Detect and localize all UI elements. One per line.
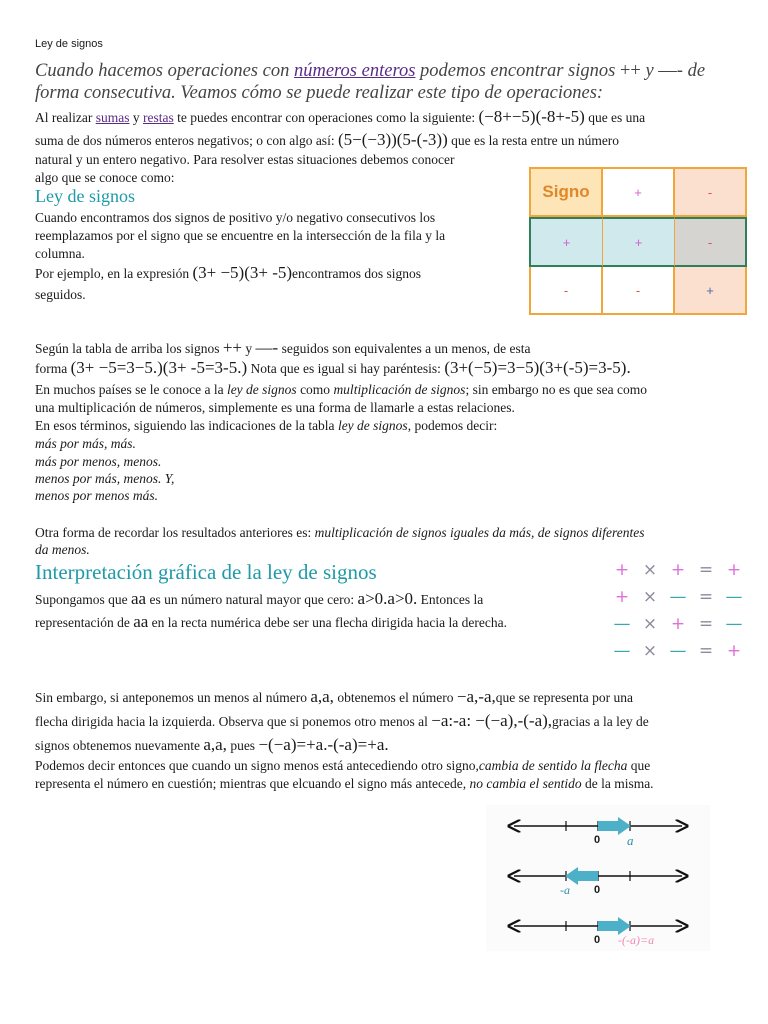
text: ley de signos — [226, 382, 297, 397]
text: representa el número en cuestión; mientras que elcuando el signo más antecede, — [35, 776, 470, 791]
text: Otra forma de recordar los resultados anteriores es: — [35, 525, 315, 540]
para3-line3 — [35, 381, 647, 399]
link-numeros-enteros[interactable]: números enteros — [293, 61, 416, 81]
zero-label-2: 0 — [594, 884, 601, 896]
para4-line1 — [35, 524, 645, 542]
table-row-minus-label: - — [529, 267, 603, 315]
sign-plusplus: ++ — [619, 61, 641, 81]
label-a: a — [627, 833, 634, 848]
para2-line1: Cuando encontramos dos signos de positivo y/o negativo consecutivos los — [35, 210, 436, 225]
text: pues — [226, 738, 259, 753]
grid-sign: × — [642, 614, 658, 634]
text: que es una — [584, 110, 646, 125]
sign-grid-row-2 — [608, 587, 748, 607]
grid-sign: + — [670, 560, 686, 580]
intro-text: de — [682, 61, 706, 81]
rule-4: menos por menos más. — [35, 488, 158, 503]
rule-3: menos por más, menos. Y, — [35, 471, 175, 486]
text: de la misma. — [581, 776, 654, 791]
text: Por ejemplo, en la expresión — [35, 266, 193, 281]
para6-line3 — [35, 736, 389, 755]
para3-line2 — [35, 359, 631, 378]
grid-sign: + — [726, 560, 742, 580]
intro-line-2: forma consecutiva. Veamos cómo se puede realizar este tipo de operaciones: — [35, 83, 604, 103]
table-header-minus: - — [675, 167, 747, 217]
number-lines-svg — [486, 805, 710, 951]
math: aa — [131, 589, 147, 608]
para2-line4 — [35, 264, 421, 283]
text: ley de signos — [337, 418, 408, 433]
grid-sign: — — [669, 587, 687, 607]
para3-line1 — [35, 339, 531, 358]
para3-line5 — [35, 417, 497, 435]
para6-line2 — [35, 712, 649, 731]
sign-minusminus: —- — [658, 61, 683, 81]
intro-paragraph — [35, 60, 735, 104]
para2-line5: seguidos. — [35, 287, 86, 302]
text: Al realizar — [35, 110, 96, 125]
grid-sign: = — [698, 641, 714, 661]
grid-sign: — — [669, 641, 687, 661]
zero-label-3: 0 — [594, 934, 601, 946]
grid-sign: + — [614, 587, 630, 607]
label-minus-a: -a — [560, 883, 570, 897]
table-cell: - — [603, 267, 675, 315]
grid-sign: + — [670, 614, 686, 634]
rule-1: más por más, más. — [35, 436, 136, 451]
text: obtenemos el número — [333, 690, 457, 705]
math: −(−a),-(-a), — [471, 711, 553, 730]
text: Entonces la — [417, 592, 484, 607]
math: −(−a)=+a.-(-a)=+a. — [258, 735, 389, 754]
text: suma de dos números enteros negativos; o con algo así: — [35, 133, 338, 148]
math: a,a, — [203, 735, 227, 754]
heading-interpretacion-grafica: Interpretación gráfica de la ley de signos — [35, 560, 377, 584]
text: En muchos países se le conoce a la — [35, 382, 227, 397]
expr: (5−(−3))(5-(-3)) — [337, 130, 448, 149]
text: representación de — [35, 615, 134, 630]
expr: (−8+−5)(-8+-5) — [478, 107, 585, 126]
intro-text: Cuando hacemos operaciones con — [35, 61, 294, 81]
number-lines-figure — [486, 805, 710, 951]
sign-plusplus: ++ — [222, 338, 243, 357]
table-header-signo: Signo — [529, 167, 603, 217]
link-restas[interactable]: restas — [142, 110, 174, 125]
para5-line2 — [35, 613, 507, 632]
grid-sign: — — [725, 614, 743, 634]
math: −a,-a, — [456, 687, 496, 706]
para1-line2 — [35, 131, 619, 150]
para5-line1 — [35, 590, 483, 609]
text: gracias a la ley de — [552, 714, 649, 729]
grid-sign: — — [613, 641, 631, 661]
math: −a:-a: — [431, 711, 472, 730]
text: que — [627, 758, 651, 773]
text: encontramos dos signos — [292, 266, 422, 281]
text: y — [129, 110, 143, 125]
table-cell: + — [675, 267, 747, 315]
sign-grid-row-1 — [608, 560, 748, 580]
math: a,a, — [310, 687, 334, 706]
grid-sign: = — [698, 560, 714, 580]
para6-line4 — [35, 757, 650, 775]
table-cell: - — [675, 217, 747, 267]
grid-sign: × — [642, 641, 658, 661]
text: Nota que es igual si hay paréntesis: — [247, 361, 445, 376]
grid-sign: + — [614, 560, 630, 580]
table-cell: + — [603, 217, 675, 267]
grid-sign: — — [613, 614, 631, 634]
text: multiplicación de signos iguales da más, de signos diferentes — [314, 525, 645, 540]
text: es un número natural mayor que cero: — [146, 592, 358, 607]
expr: (3+ −5=3−5.)(3+ -5=3-5.) — [70, 358, 248, 377]
intro-text: y — [640, 61, 659, 81]
rule-2: más por menos, menos. — [35, 454, 162, 469]
text: como — [296, 382, 334, 397]
para1-line3: natural y un entero negativo. Para resolver estas situaciones debemos conocer — [35, 152, 455, 167]
text: en la recta numérica debe ser una flecha dirigida hacia la derecha. — [148, 615, 507, 630]
zero-label-1: 0 — [594, 834, 601, 846]
sign-table — [529, 167, 747, 315]
text: En esos términos, siguiendo las indicaciones de la tabla — [35, 418, 338, 433]
doc-title: Ley de signos — [35, 38, 103, 50]
text: que se representa por una — [495, 690, 633, 705]
label-minus-minus-a: -(-a)=a — [618, 933, 655, 947]
text: Sin embargo, si anteponemos un menos al número — [35, 690, 311, 705]
para6-line5 — [35, 775, 654, 793]
para1-line1 — [35, 108, 645, 127]
math: aa — [133, 612, 149, 631]
grid-sign: × — [642, 587, 658, 607]
text: Podemos decir entonces que cuando un signo menos está antecediendo otro signo, — [35, 758, 479, 773]
para2-line2: reemplazamos por el signo que se encuentre en la intersección de la fila y la — [35, 228, 446, 243]
sign-minusminus: —- — [255, 338, 279, 357]
text: , podemos decir: — [407, 418, 498, 433]
grid-sign: = — [698, 614, 714, 634]
text: multiplicación de signos — [333, 382, 466, 397]
text: seguidos son equivalentes a un menos, de esta — [278, 341, 531, 356]
link-sumas[interactable]: sumas — [95, 110, 130, 125]
para4-line2: da menos. — [35, 542, 90, 557]
para2-line3: columna. — [35, 246, 85, 261]
text: flecha dirigida hacia la izquierda. Observa que si ponemos otro menos al — [35, 714, 432, 729]
text: y — [242, 341, 256, 356]
grid-sign: + — [726, 641, 742, 661]
text: cambia de sentido la flecha — [478, 758, 628, 773]
text: ; sin embargo no es que sea como — [465, 382, 648, 397]
text: te puedes encontrar con operaciones como la siguiente: — [173, 110, 479, 125]
para6-line1 — [35, 688, 633, 707]
table-row-plus-label: + — [529, 217, 603, 267]
grid-sign: = — [698, 587, 714, 607]
intro-text: podemos encontrar signos — [415, 61, 620, 81]
para1-line4: algo que se conoce como: — [35, 170, 175, 185]
math: a>0.a>0. — [357, 589, 418, 608]
sign-grid-row-4 — [608, 641, 748, 661]
expr: (3+ −5)(3+ -5) — [192, 263, 293, 282]
table-header-plus: + — [603, 167, 675, 217]
text: Supongamos que — [35, 592, 131, 607]
expr: (3+(−5)=3−5)(3+(-5)=3-5). — [444, 358, 631, 377]
text: Según la tabla de arriba los signos — [35, 341, 223, 356]
para3-line4: una multiplicación de números, simplemente es una forma de llamarle a estas relaciones. — [35, 400, 515, 415]
heading-ley-de-signos: Ley de signos — [35, 186, 135, 206]
text: forma — [35, 361, 71, 376]
text: signos obtenemos nuevamente — [35, 738, 204, 753]
grid-sign: × — [642, 560, 658, 580]
sign-grid-row-3 — [608, 614, 748, 634]
grid-sign: — — [725, 587, 743, 607]
text: no cambia el sentido — [469, 776, 582, 791]
text: que es la resta entre un número — [447, 133, 620, 148]
